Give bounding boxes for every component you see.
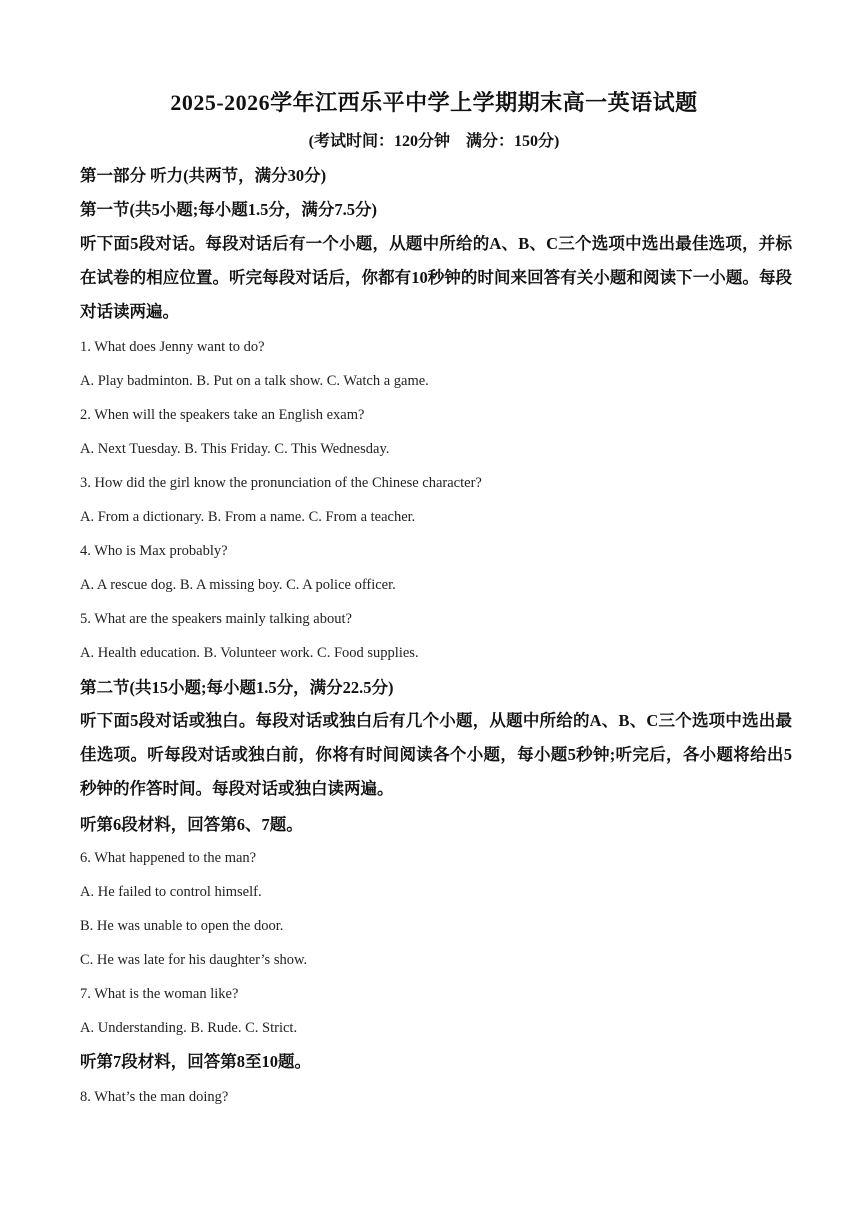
question-6: 6. What happened to the man? <box>80 850 257 866</box>
question-7: 7. What is the woman like? <box>80 986 239 1002</box>
section2-heading: 第二节(共15小题;每小题1.5分，满分22.5分) <box>80 678 394 697</box>
question-3-options: A. From a dictionary. B. From a name. C. From a teacher. <box>80 509 416 525</box>
question-6-option-b: B. He was unable to open the door. <box>80 918 284 934</box>
exam-title: 2025-2026学年江西乐平中学上学期期末高一英语试题 <box>170 90 698 115</box>
material6-heading: 听第6段材料，回答第6、7题。 <box>80 815 303 834</box>
question-3: 3. How did the girl know the pronunciation of the Chinese character? <box>80 475 482 491</box>
section1-heading: 第一节(共5小题;每小题1.5分，满分7.5分) <box>80 200 377 219</box>
section2-instructions: 听下面5段对话或独白。每段对话或独白后有几个小题，从题中所给的A、B、C三个选项中选出最佳选项。听每段对话或独白前，你将有时间阅读各个小题，每小题5秒钟;听完后，各小题将给出5秒钟的作答时间。每段对话或独白读两遍。 <box>80 711 792 798</box>
exam-info: (考试时间：120分钟 满分：150分) <box>308 133 560 150</box>
question-7-options: A. Understanding. B. Rude. C. Strict. <box>80 1020 298 1036</box>
material7-heading: 听第7段材料，回答第8至10题。 <box>80 1052 311 1071</box>
question-6-option-a: A. He failed to control himself. <box>80 884 262 900</box>
question-8: 8. What’s the man doing? <box>80 1089 229 1105</box>
question-6-option-c: C. He was late for his daughter’s show. <box>80 952 308 968</box>
question-4: 4. Who is Max probably? <box>80 543 228 559</box>
question-5-options: A. Health education. B. Volunteer work. C. Food supplies. <box>80 645 419 661</box>
question-2-options: A. Next Tuesday. B. This Friday. C. This Wednesday. <box>80 441 390 457</box>
question-1: 1. What does Jenny want to do? <box>80 339 265 355</box>
question-2: 2. When will the speakers take an English exam? <box>80 407 365 423</box>
question-5: 5. What are the speakers mainly talking about? <box>80 611 352 627</box>
question-1-options: A. Play badminton. B. Put on a talk show. C. Watch a game. <box>80 373 429 389</box>
question-4-options: A. A rescue dog. B. A missing boy. C. A police officer. <box>80 577 396 593</box>
section1-instructions: 听下面5段对话。每段对话后有一个小题，从题中所给的A、B、C三个选项中选出最佳选项，并标在试卷的相应位置。听完每段对话后，你都有10秒钟的时间来回答有关小题和阅读下一小题。每段对话读两遍。 <box>80 234 792 321</box>
part1-heading: 第一部分 听力(共两节，满分30分) <box>80 166 327 185</box>
